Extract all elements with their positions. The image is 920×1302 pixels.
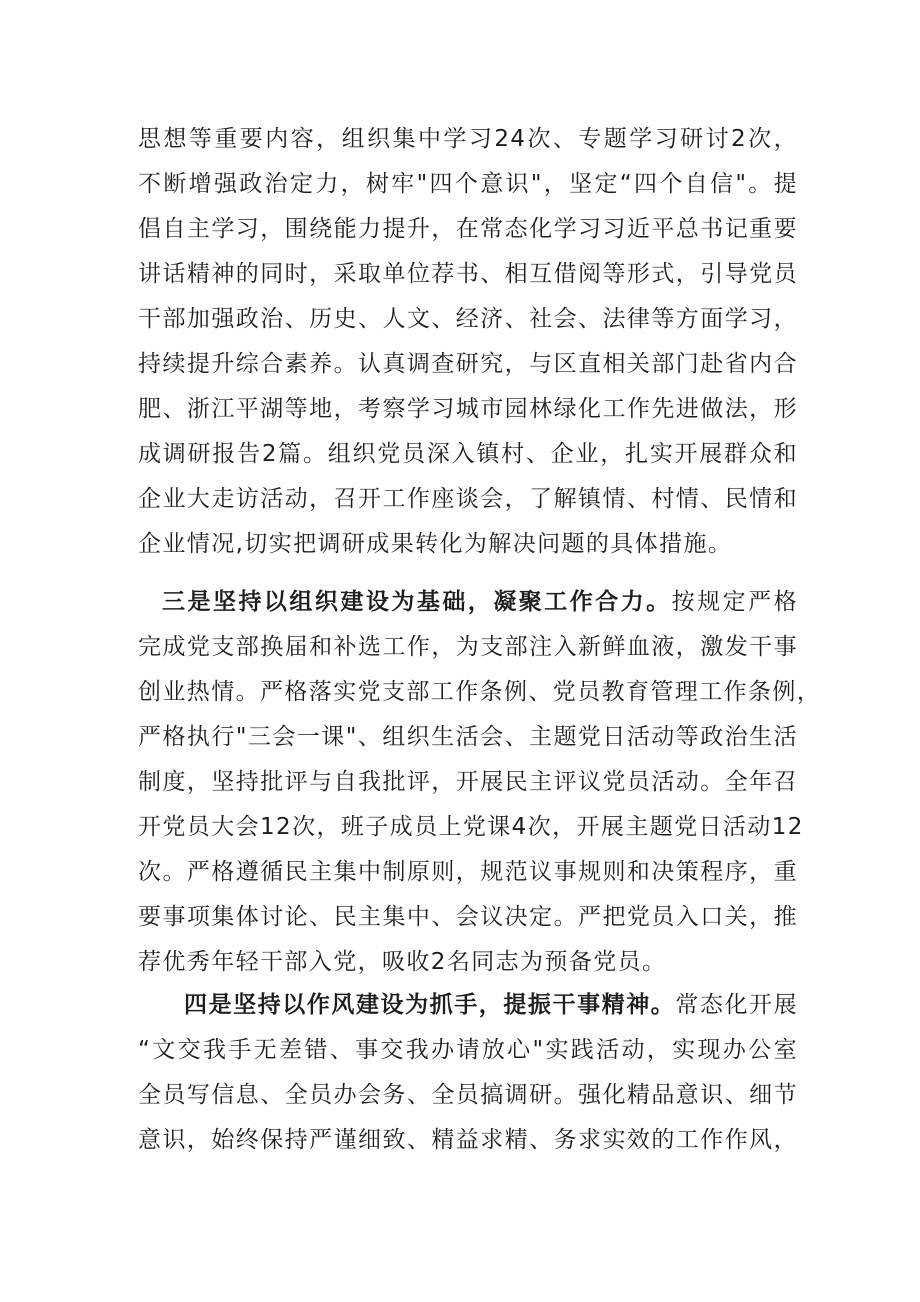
- text-line: 倡自主学习，围绕能力提升，在常态化学习习近平总书记重要: [138, 216, 798, 242]
- paragraph-organization: [138, 580, 822, 985]
- paragraph-work-style: [138, 983, 798, 1163]
- text-line-first: [138, 983, 798, 1028]
- paragraph-study: [138, 117, 798, 567]
- text-line: 要事项集体讨论、民主集中、会议决定。严把党员入口关，推: [138, 904, 798, 930]
- text-fragment: 按规定严格: [671, 589, 799, 615]
- text-line: 意识，始终保持严谨细致、精益求精、务求实效的工作作风，: [138, 1127, 798, 1153]
- text-line: 创业热情。严格落实党支部工作条例、党员教育管理工作条例，: [138, 679, 822, 705]
- text-line: 完成党支部换届和补选工作，为支部注入新鲜血液，激发干事: [138, 634, 798, 660]
- text-line: 开党员大会12次，班子成员上党课4次，开展主题党日活动12: [138, 814, 804, 840]
- text-line: 干部加强政治、历史、人文、经济、社会、法律等方面学习，: [138, 306, 798, 332]
- text-line: “文交我手无差错、事交我办请放心"实践活动，实现办公室: [138, 1037, 798, 1063]
- text-line: 全员写信息、全员办会务、全员搞调研。强化精品意识、细节: [138, 1082, 798, 1108]
- text-line: 次。严格遵循民主集中制原则，规范议事规则和决策程序，重: [138, 859, 798, 885]
- text-line: 思想等重要内容，组织集中学习24次、专题学习研讨2次，: [138, 126, 798, 152]
- text-line: 讲话精神的同时，采取单位荐书、相互借阅等形式，引导党员: [138, 261, 798, 287]
- text-fragment: 常态化开展: [675, 992, 799, 1018]
- paragraph-heading: 四是坚持以作风建设为抓手，提振干事精神。: [184, 992, 676, 1018]
- text-line: 企业大走访活动，召开工作座谈会，了解镇情、村情、民情和: [138, 486, 798, 512]
- paragraph-heading: 三是坚持以组织建设为基础，凝聚工作合力。: [162, 589, 672, 615]
- text-line: 肥、浙江平湖等地，考察学习城市园林绿化工作先进做法，形: [138, 396, 798, 422]
- text-line: 严格执行"三会一课"、组织生活会、主题党日活动等政治生活: [138, 724, 798, 750]
- text-line-first: [138, 580, 798, 625]
- text-line: 制度，坚持批评与自我批评，开展民主评议党员活动。全年召: [138, 769, 798, 795]
- text-line: 持续提升综合素养。认真调查研究，与区直相关部门赴省内合: [138, 351, 798, 377]
- text-line: 企业情况,切实把调研成果转化为解决问题的具体措施。: [138, 531, 733, 557]
- text-line: 不断增强政治定力，树牢"四个意识"，坚定“四个自信"。提: [138, 171, 798, 197]
- text-line: 荐优秀年轻干部入党，吸收2名同志为预备党员。: [138, 949, 667, 975]
- text-line: 成调研报告2篇。组织党员深入镇村、企业，扎实开展群众和: [138, 441, 798, 467]
